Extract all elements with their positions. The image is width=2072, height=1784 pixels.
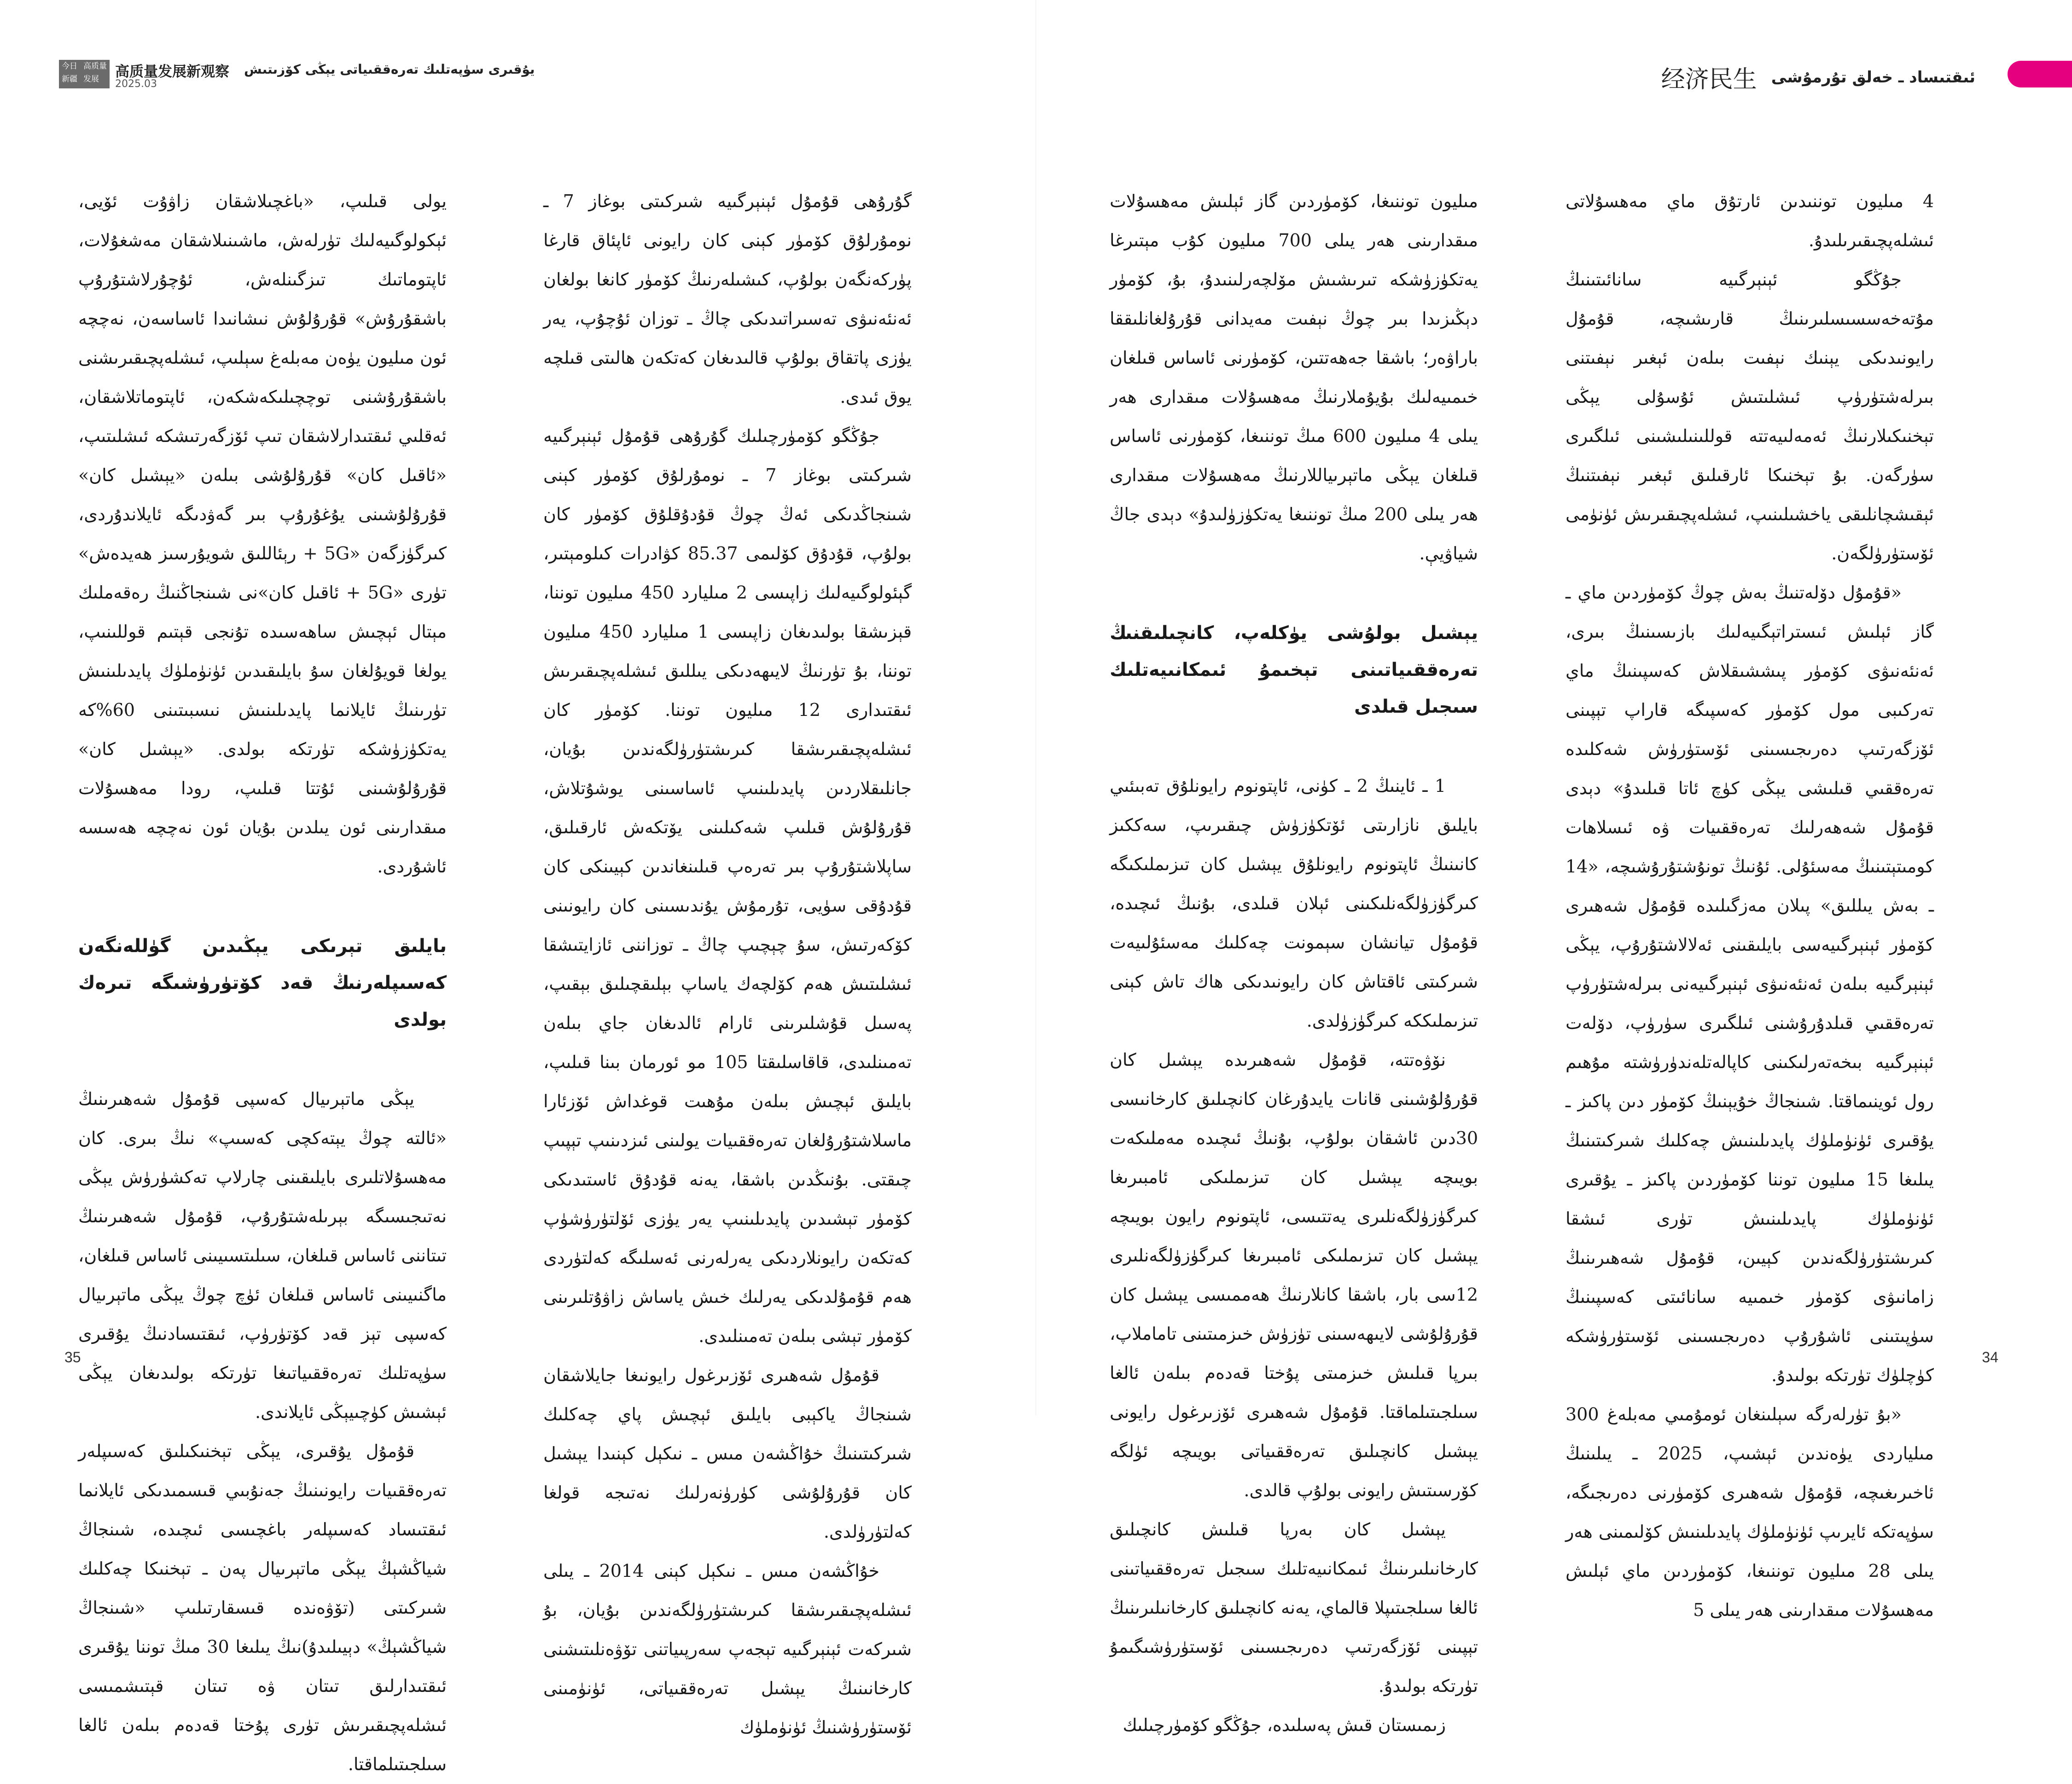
right-section-title: ئىقتىساد ـ خەلق تۇرمۇشى	[1771, 68, 1975, 87]
body-paragraph: 4 مىليون توننىدىن ئارتۇق ماي مەھسۇلاتى ئىشلەپچىقىرىلىدۇ.	[1566, 191, 1934, 250]
page-number-left: 35	[64, 1349, 81, 1366]
body-paragraph: قۇمۇل يۇقىرى، يېڭى تېخنىكىلىق كەسىپلەر تەرەققىيات رايونىنىڭ جەنۇبىي قىسمىدىكى ئايلانما ئىقتىساد كەسىپلەر باغچىسى ئىچىدە، شىنجاڭ شياڭشېڭ يېڭى ماتېرىيال پەن ـ تېخنىكا چەكلىك شىركىتى (تۆۋەندە قىسقارتىلىپ «شىنجاڭ شياڭشېڭ» دېيىلىدۇ)نىڭ يىلىغا 30 مىڭ توننا يۇقىرى ئىقتىدارلىق تىتان ۋە تىتان قېتىشمىسى ئىشلەپچىقىرىش تۈرى پۇختا قەدەم بىلەن ئالغا سىلجىتىلماقتا.	[78, 1441, 447, 1774]
body-paragraph: «قۇمۇل دۆلەتنىڭ بەش چوڭ كۆمۈردىن ماي ـ گاز ئېلىش ئىستراتېگىيەلىك بازىسىنىڭ بىرى، ئەنئەنىۋى كۆمۈر پىششىقلاش كەسپىنىڭ ماي تەركىبى مول كۆمۈر كەسپىگە قاراپ تېپىنى ئۆزگەرتىپ دەرىجىسىنى ئۆستۈرۈش شەكلىدە تەرەققىي قىلىشى يېڭى كۈچ ئاتا قىلىدۇ» دېدى قۇمۇل شەھەرلىك تەرەققىيات ۋە ئىسلاھات كومىتېتىنىڭ مەسئۇلى. ئۇنىڭ تونۇشتۇرۇشىچە، «14 ـ بەش يىللىق» پىلان مەزگىلىدە قۇمۇل شەھىرى كۆمۈر ئېنېرگىيەسى بايلىقىنى ئەلالاشتۇرۇپ، يېڭى ئېنېرگىيە بىلەن ئەنئەنىۋى ئېنېرگىيەنى بىرلەشتۈرۈپ تەرەققىي قىلدۇرۇشنى ئىلگىرى سۈرۈپ، دۆلەت ئېنېرگىيە بىخەتەرلىكىنى كاپالەتلەندۈرۈشتە مۇھىم رول ئوينىماقتا. شىنجاڭ خۇيېنىڭ كۆمۈر دىن پاكىز ـ يۇقىرى ئۈنۈملۈك پايدىلىنىش چەكلىك شىركىتىنىڭ يىلىغا 15 مىليون توننا كۆمۈردىن پاكىز ـ يۇقىرى ئۈنۈملۈك پايدىلىنىش تۈرى ئىشقا كىرىشتۈرۈلگەندىن كېيىن، قۇمۇل شەھىرىنىڭ زامانىۋى كۆمۈر خىمىيە سانائىتى كەسپىنىڭ سۈپىتىنى ئاشۇرۇپ دەرىجىسىنى ئۆستۈرۈشكە كۈچلۈك تۈرتكە بولىدۇ.	[1566, 582, 1934, 1385]
logo-line: 发展	[83, 75, 99, 84]
text-column-4	[78, 182, 447, 1774]
body-paragraph: نۆۋەتتە، قۇمۇل شەھىرىدە يېشىل كان قۇرۇلۇشىنى قانات يايدۇرغان كانچىلىق كارخانىسى 30دىن ئاشقان بولۇپ، بۇنىڭ ئىچىدە مەملىكەت بويىچە يېشىل كان تىزىملىكى ئامبىرىغا كىرگۈزۈلگەنلىرى يەتتىسى، ئاپتونوم رايون بويىچە يېشىل كان تىزىملىكى ئامبىرىغا كىرگۈزۈلگەنلىرى 12سى بار، باشقا كانلارنىڭ ھەممىسى يېشىل كان قۇرۇلۇشى لايىھەسىنى تۈزۈش خىزمىتىنى تاماملاپ، بىرپا قىلىش خىزمىتى پۇختا قەدەم بىلەن ئالغا سىلجىتىلماقتا. قۇمۇل شەھىرى ئۆزىرغول رايونى يېشىل كانچىلىق تەرەققىياتى بويىچە ئۈلگە كۆرسىتىش رايونى بولۇپ قالدى.	[1110, 1050, 1478, 1500]
right-page-header	[1661, 60, 1975, 94]
section-color-tab	[2008, 61, 2072, 87]
paragraph-spacer	[78, 886, 447, 928]
body-paragraph: يېڭى ماتېرىيال كەسپى قۇمۇل شەھىرىنىڭ «ئالتە چوڭ يېتەكچى كەسىپ» نىڭ بىرى. كان مەھسۇلاتلىرى بايلىقىنى چارلاپ تەكشۈرۈش يېڭى نەتىجىسىگە بېرىلەشتۇرۇپ، قۇمۇل شەھىرىنىڭ تىتاننى ئاساس قىلغان، سىلىتسىيىنى ئاساس قىلغان، ماگنىيىنى ئاساس قىلغان ئۈچ چوڭ يېڭى ماتېرىيال كەسپى تېز قەد كۆتۈرۈپ، ئىقتىسادنىڭ يۇقىرى سۈپەتلىك تەرەققىياتىغا تۈرتكە بولىدىغان يېڭى ئېشىش كۈچىيېڭى ئايلاندى.	[78, 1089, 447, 1422]
body-paragraph: جۇڭگو كۆمۈرچىلىك گۇرۇھى قۇمۇل ئېنېرگىيە شىركىتى بوغاز 7 ـ نومۇرلۇق كۆمۈر كېنى شىنجاڭدىكى ئەڭ چوڭ قۇدۇقلۇق كۆمۈر كان بولۇپ، قۇدۇق كۆلىمى 85.37 كۋادرات كىلومېتىر، گېئولوگىيەلىك زاپىسى 2 مىليارد 450 مىليون توننا، قېزىشقا بولىدىغان زاپىسى 1 مىليارد 450 مىليون توننا، بۇ تۈرنىڭ لايىھەدىكى يىللىق ئىشلەپچىقىرىش ئىقتىدارى 12 مىليون توننا. كۆمۈر كان ئىشلەپچىقىرىشقا كىرىشتۈرۈلگەندىن بۇيان، جانلىقلاردىن پايدىلىنىپ ئاساسىنى يوشۇتلاش، قۇرۇلۇش قىلىپ شەكىلىنى يۆتكەش ئارقىلىق، ساپلاشتۇرۇپ بىر تەرەپ قىلىنغاندىن كېيىنكى كان قۇدۇقى سۈيى، تۇرمۇش يۇندىسىنى كان رايونىنى كۆكەرتىش، سۇ چېچىپ چاڭ ـ توزاننى ئازايتىشقا ئىشلىتىش ھەم كۆلچەك ياساپ بېلىقچىلىق بېقىپ، پەسىل قۇشلىرىنى ئارام ئالدىغان جاي بىلەن تەمىنلىدى، قاقاسلىقتا 105 مو ئورمان بىنا قىلىپ، بايلىق ئېچىش بىلەن مۇھىت قوغداش ئۆزئارا ماسلاشتۇرۇلغان تەرەققىيات يولىنى ئىزدىنىپ تېپىپ چىقتى. بۇنىڭدىن باشقا، يەنە قۇدۇق ئاستىدىكى كۆمۈر تېشىدىن پايدىلىنىپ يەر يۈزى ئۆلتۈرۈشۈپ كەتكەن رايونلاردىكى يەرلەرنى ئەسلىگە كەلتۈردى ھەم قۇمۇلدىكى يەرلىك خىش ياساش زاۋۇتلىرىنى كۆمۈر تېشى بىلەن تەمىنلىدى.	[543, 426, 912, 1346]
paragraph-spacer	[78, 1038, 447, 1080]
magazine-logo	[59, 60, 110, 88]
logo-line: 今日	[62, 62, 77, 71]
text-column-1	[1566, 182, 1934, 1620]
text-column-2	[1110, 182, 1478, 1735]
body-paragraph: يولى قىلىپ، «باغچىلاشقان زاۋۇت ئۆيى، ئېكولوگىيەلىك تۈرلەش، ماشىنىلاشقان مەشغۇلات، ئاپتوماتىك تىزگىنلەش، ئۇچۇرلاشتۇرۇپ باشقۇرۇش» قۇرۇلۇش نىشانىدا ئاساسەن، نەچچە ئون مىليون يۈەن مەبلەغ سېلىپ، ئىشلەپچىقىرىشنى باشقۇرۇشنى توچچىلىكەشكەن، ئاپتوماتلاشقان، ئەقلىي ئىقتىدارلاشقان تىپ ئۆزگەرتىشكە ئىشلىتىپ، «ئاقىل كان» قۇرۇلۇشى بىلەن «يېشىل كان» قۇرۇلۇشىنى يۇغۇرۇپ بىر گەۋدىگە ئايلاندۇردى، كىرگۈزگەن «5G + رېئاللىق شويۇرسىز ھەيدەش» تۈرى «5G + ئاقىل كان»نى شىنجاڭنىڭ رەقەملىك مېتال ئېچىش ساھەسىدە تۇنجى قېتىم قوللىنىپ، يولغا قويۇلغان سۇ بايلىقىدىن ئۈنۈملۈك پايدىلىنىش تۈرىنىڭ ئايلانما پايدىلىنىش نىسبىتىنى 60%كە يەتكۈزۈشكە تۈرتكە بولدى. «يېشىل كان» قۇرۇلۇشىنى ئۇتتا قىلىپ، رودا مەھسۇلات مىقدارىنى ئون يىلدىن بۇيان ئون نەچچە ھەسسە ئاشۇردى.	[78, 191, 447, 877]
body-paragraph: مىليون توننىغا، كۆمۈردىن گاز ئېلىش مەھسۇلات مىقدارىنى ھەر يىلى 700 مىليون كۇب مېتىرغا يەتكۈزۈشكە تىرىشىش مۆلچەرلىنىدۇ، بۇ، كۆمۈر دېڭىزىدا بىر چوڭ نېفىت مەيدانى قۇرۇلغانلىققا باراۋەر؛ باشقا جەھەتتىن، كۆمۈرنى ئاساس قىلغان خىمىيەلىك بۇيۇملارنىڭ مەھسۇلات مىقدارى ھەر يىلى 4 مىليون 600 مىڭ توننىغا، كۆمۈرنى ئاساس قىلغان يېڭى ماتېرىياللارنىڭ مەھسۇلات مىقدارى ھەر يىلى 200 مىڭ توننىغا يەتكۈزۈلىدۇ» دېدى جاڭ شياۋيې.	[1110, 191, 1478, 564]
subheading: بايلىق تېرىكى يېڭىدىن گۈللەنگەن كەسىپلەرنىڭ قەد كۆتۈرۈشىگە تىرەك بولدى	[78, 936, 447, 1030]
right-section-title-chinese: 经济民生	[1661, 66, 1757, 93]
logo-line: 新疆	[62, 75, 77, 84]
issue-date: 2025.03	[115, 78, 157, 90]
series-title: 高质量发展新观察	[115, 64, 229, 80]
left-section-title: يۇقىرى سۈپەتلىك تەرەققىياتى يېڭى كۆزىتىش	[244, 62, 535, 77]
text-column-3	[543, 182, 912, 1738]
logo-line: 高质量	[83, 62, 107, 71]
page-number-right: 34	[1982, 1349, 1998, 1366]
body-paragraph: يېشىل كان بەرپا قىلىش كانچىلىق كارخانىلىرىنىڭ ئىمكانىيەتلىك سىجىل تەرەققىياتىنى ئالغا سىلجىتىپلا قالماي، يەنە كانچىلىق كارخانىلىرىنىڭ تېپىنى ئۆزگەرتىپ دەرىجىسىنى ئۆستۈرۈشىگىمۇ تۈرتكە بولىدۇ.	[1110, 1519, 1478, 1696]
body-paragraph: خۇاڭشەن مىس ـ نىكېل كېنى 2014 ـ يىلى ئىشلەپچىقىرىشقا كىرىشتۈرۈلگەندىن بۇيان، بۇ شىركەت ئېنېرگىيە تېجەپ سەرپىياتنى تۆۋەنلىتىشنى كارخانىنىڭ يېشىل تەرەققىياتى، ئۈنۈمىنى ئۆستۈرۈشنىڭ ئۈنۈملۈك	[543, 1561, 912, 1738]
body-paragraph: زىمىستان قىش پەسلىدە، جۇڭگو كۆمۈرچىلىك	[1123, 1715, 1446, 1735]
paragraph-spacer	[1110, 573, 1478, 615]
paragraph-spacer	[1110, 725, 1478, 767]
body-paragraph: گۇرۇھى قۇمۇل ئېنېرگىيە شىركىتى بوغاز 7 ـ نومۇرلۇق كۆمۈر كېنى كان رايونى ئاپئاق قارغا پۈركەنگەن بولۇپ، كىشىلەرنىڭ كۆمۈر كانغا بولغان ئەنئەنىۋى تەسىراتىدىكى چاڭ ـ توزان ئۇچۇپ، يەر يۈزى پاتقاق بولۇپ قالىدىغان كەتكەن ھالىتى قىلچە يوق ئىدى.	[543, 191, 912, 407]
body-paragraph: 1 ـ ئاينىڭ 2 ـ كۈنى، ئاپتونوم رايونلۇق تەبىئىي بايلىق نازارىتى ئۆتكۈزۈش چىقىرىپ، سەككىز كانىنىڭ ئاپتونوم رايونلۇق يېشىل كان تىزىملىكىگە كىرگۈزۈلگەنلىكىنى ئېلان قىلدى، بۇنىڭ ئىچىدە، قۇمۇل تيانشان سېمونت چەكلىك مەسئۇلىيەت شىركىتى ئاقتاش كان رايونىدىكى ھاك تاش كېنى تىزىملىككە كىرگۈزۈلدى.	[1110, 776, 1478, 1031]
body-paragraph: جۇڭگو ئېنېرگىيە سانائىتىنىڭ مۇتەخەسسىسلىرىنىڭ قارىشىچە، قۇمۇل رايونىدىكى يېنىك نېفىت بىلەن ئېغىر نېفىتنى بىرلەشتۈرۈپ ئىشلىتىش ئۇسۇلى يېڭى تېخنىكىلارنىڭ ئەمەلىيەتتە قوللىنىلىشىنى ئىلگىرى سۈرگەن. بۇ تېخنىكا ئارقىلىق ئېغىر نېفىتنىڭ ئېقىشچانلىقى ياخشىلىنىپ، ئىشلەپچىقىرىش ئۈنۈمى ئۆستۈرۈلگەن.	[1566, 269, 1934, 564]
body-paragraph: «بۇ تۈرلەرگە سېلىنغان ئومۇمىي مەبلەغ 300 مىلياردى يۈەندىن ئېشىپ، 2025 ـ يىلىنىڭ ئاخىرىغىچە، قۇمۇل شەھىرى كۆمۈرنى دەرىجىگە، سۈپەتكە ئايرىپ ئۈنۈملۈك پايدىلىنىش كۆلىمىنى ھەر يىلى 28 مىليون توننىغا، كۆمۈردىن ماي ئېلىش مەھسۇلات مىقدارىنى ھەر يىلى 5	[1566, 1404, 1934, 1620]
body-paragraph: قۇمۇل شەھىرى ئۆزىرغول رايونىغا جايلاشقان شىنجاڭ ياكېبى بايلىق ئېچىش پاي چەكلىك شىركىتىنىڭ خۇاڭشەن مىس ـ نىكېل كېنىدا يېشىل كان قۇرۇلۇشى كۈرۈنەرلىك نەتىجە قولغا كەلتۈرۈلدى.	[543, 1365, 912, 1542]
subheading: يېشىل بولۇشى يۈكلەپ، كانچىلىقنىڭ تەرەققىياتىنى تېخىمۇ ئىمكانىيەتلىك سىجىل قىلدى	[1110, 622, 1478, 717]
